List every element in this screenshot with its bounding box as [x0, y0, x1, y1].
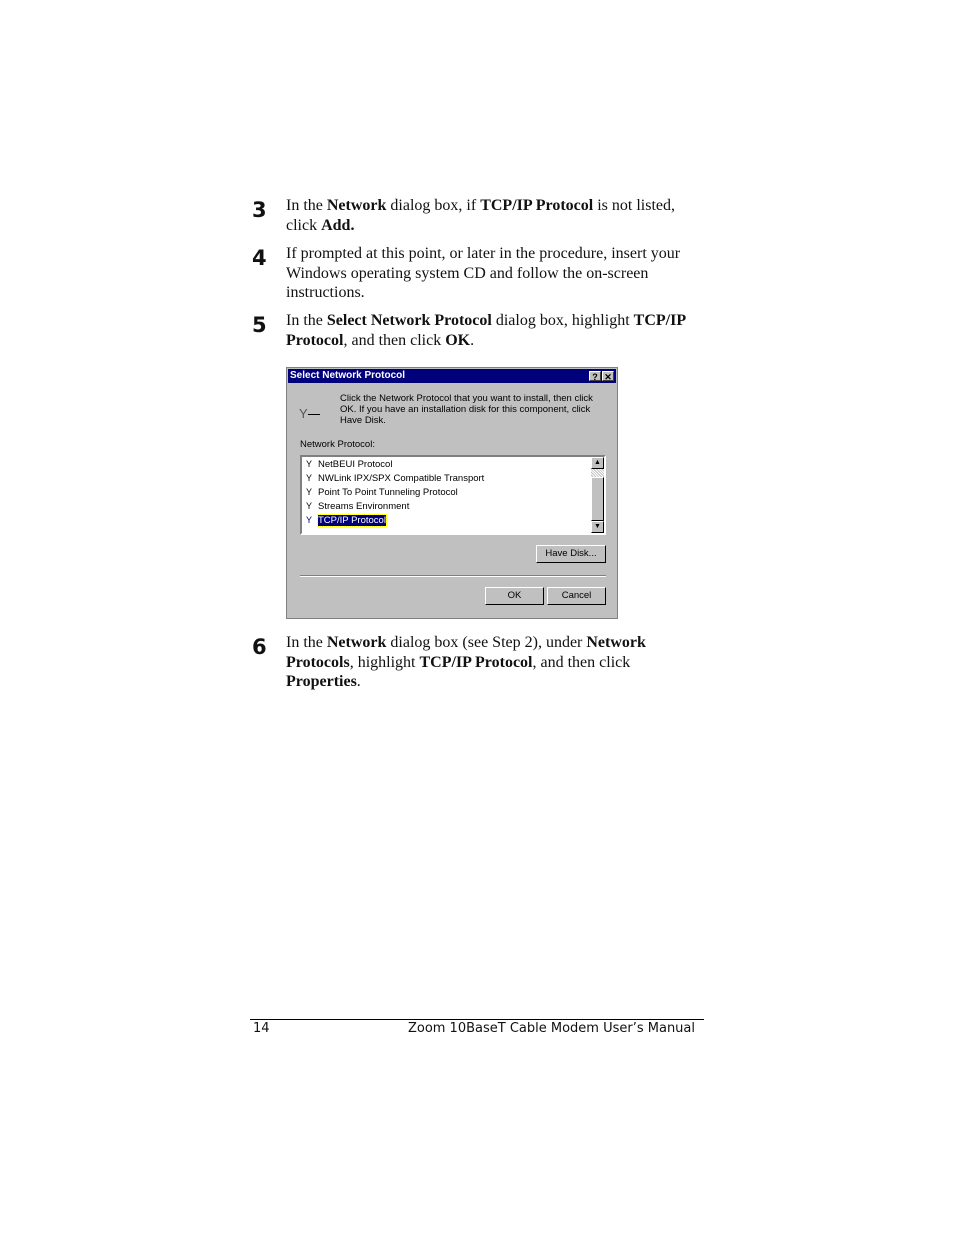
have-disk-button[interactable]: Have Disk... — [536, 545, 606, 563]
footer-rule — [250, 1019, 704, 1020]
bold: Add. — [321, 216, 355, 234]
text: dialog box, highlight — [491, 312, 634, 329]
page-number: 14 — [253, 1021, 270, 1036]
bold: Network Protocols — [286, 634, 646, 671]
text: dialog box (see Step 2), under — [386, 634, 587, 651]
bold: TCP/IP Protocol — [480, 197, 594, 214]
scroll-down-arrow-icon[interactable]: ▼ — [591, 521, 604, 533]
protocol-icon: Y — [306, 459, 313, 469]
bold: Properties — [286, 673, 357, 690]
list-item-selected[interactable] — [302, 513, 604, 527]
footer-title: Zoom 10BaseT Cable Modem User’s Manual — [407, 1021, 695, 1036]
step-number: 6 — [252, 635, 267, 659]
list-item[interactable] — [302, 485, 604, 499]
item-label: Point To Point Tunneling Protocol — [318, 487, 458, 498]
text: , and then click — [532, 653, 631, 671]
close-button[interactable]: ✕ — [602, 371, 614, 381]
bold: Select Network Protocol — [326, 312, 492, 329]
ok-button[interactable]: OK — [485, 587, 544, 605]
bold: Network — [326, 197, 387, 214]
protocol-icon: Y — [306, 501, 313, 511]
text: dialog box, if — [386, 197, 481, 214]
step-text: If prompted at this point, or later in the procedure, insert your Windows operating system CD and follow the on-screen instructions. — [286, 245, 681, 301]
help-button[interactable]: ? — [589, 371, 601, 381]
item-label: NWLink IPX/SPX Compatible Transport — [318, 473, 485, 484]
network-protocol-icon: Y — [299, 406, 320, 421]
bold: OK — [445, 331, 471, 349]
text: In the — [286, 312, 327, 329]
scroll-thumb[interactable] — [591, 477, 604, 521]
text: , highlight — [349, 653, 420, 671]
item-label: Streams Environment — [318, 501, 410, 512]
instructions: Click the Network Protocol that you want to install, then click OK. If you have an installation disk for this component, click Have Disk. — [340, 393, 593, 426]
protocol-icon: Y — [306, 473, 313, 483]
list-item[interactable] — [302, 471, 604, 485]
divider — [300, 575, 606, 577]
scroll-track[interactable] — [591, 469, 604, 477]
item-label: TCP/IP Protocol — [318, 515, 386, 526]
step-number: 3 — [252, 198, 267, 222]
scrollbar[interactable] — [591, 457, 604, 533]
step-number: 5 — [252, 313, 267, 337]
text: In the — [286, 197, 327, 214]
list-item[interactable] — [302, 457, 604, 471]
bold: Network — [326, 634, 387, 651]
text: , and then click — [343, 331, 446, 349]
protocol-list[interactable] — [300, 455, 606, 535]
step-number: 4 — [252, 246, 267, 270]
dialog-title: Select Network Protocol — [290, 370, 406, 381]
list-item[interactable] — [302, 499, 604, 513]
item-label: NetBEUI Protocol — [318, 459, 393, 470]
text: In the — [286, 634, 327, 651]
scroll-up-arrow-icon[interactable]: ▲ — [591, 457, 604, 469]
select-network-protocol-dialog — [286, 367, 618, 619]
bold: TCP/IP Protocol — [286, 312, 686, 349]
text: is not listed, click — [286, 197, 675, 234]
title-bar — [288, 369, 616, 383]
text: . — [470, 331, 475, 349]
protocol-icon: Y — [306, 487, 313, 497]
list-label: Network Protocol: — [300, 439, 375, 450]
text: . — [356, 673, 361, 690]
cancel-button[interactable]: Cancel — [547, 587, 606, 605]
bold: TCP/IP Protocol — [419, 653, 533, 671]
protocol-icon: Y — [306, 515, 313, 525]
